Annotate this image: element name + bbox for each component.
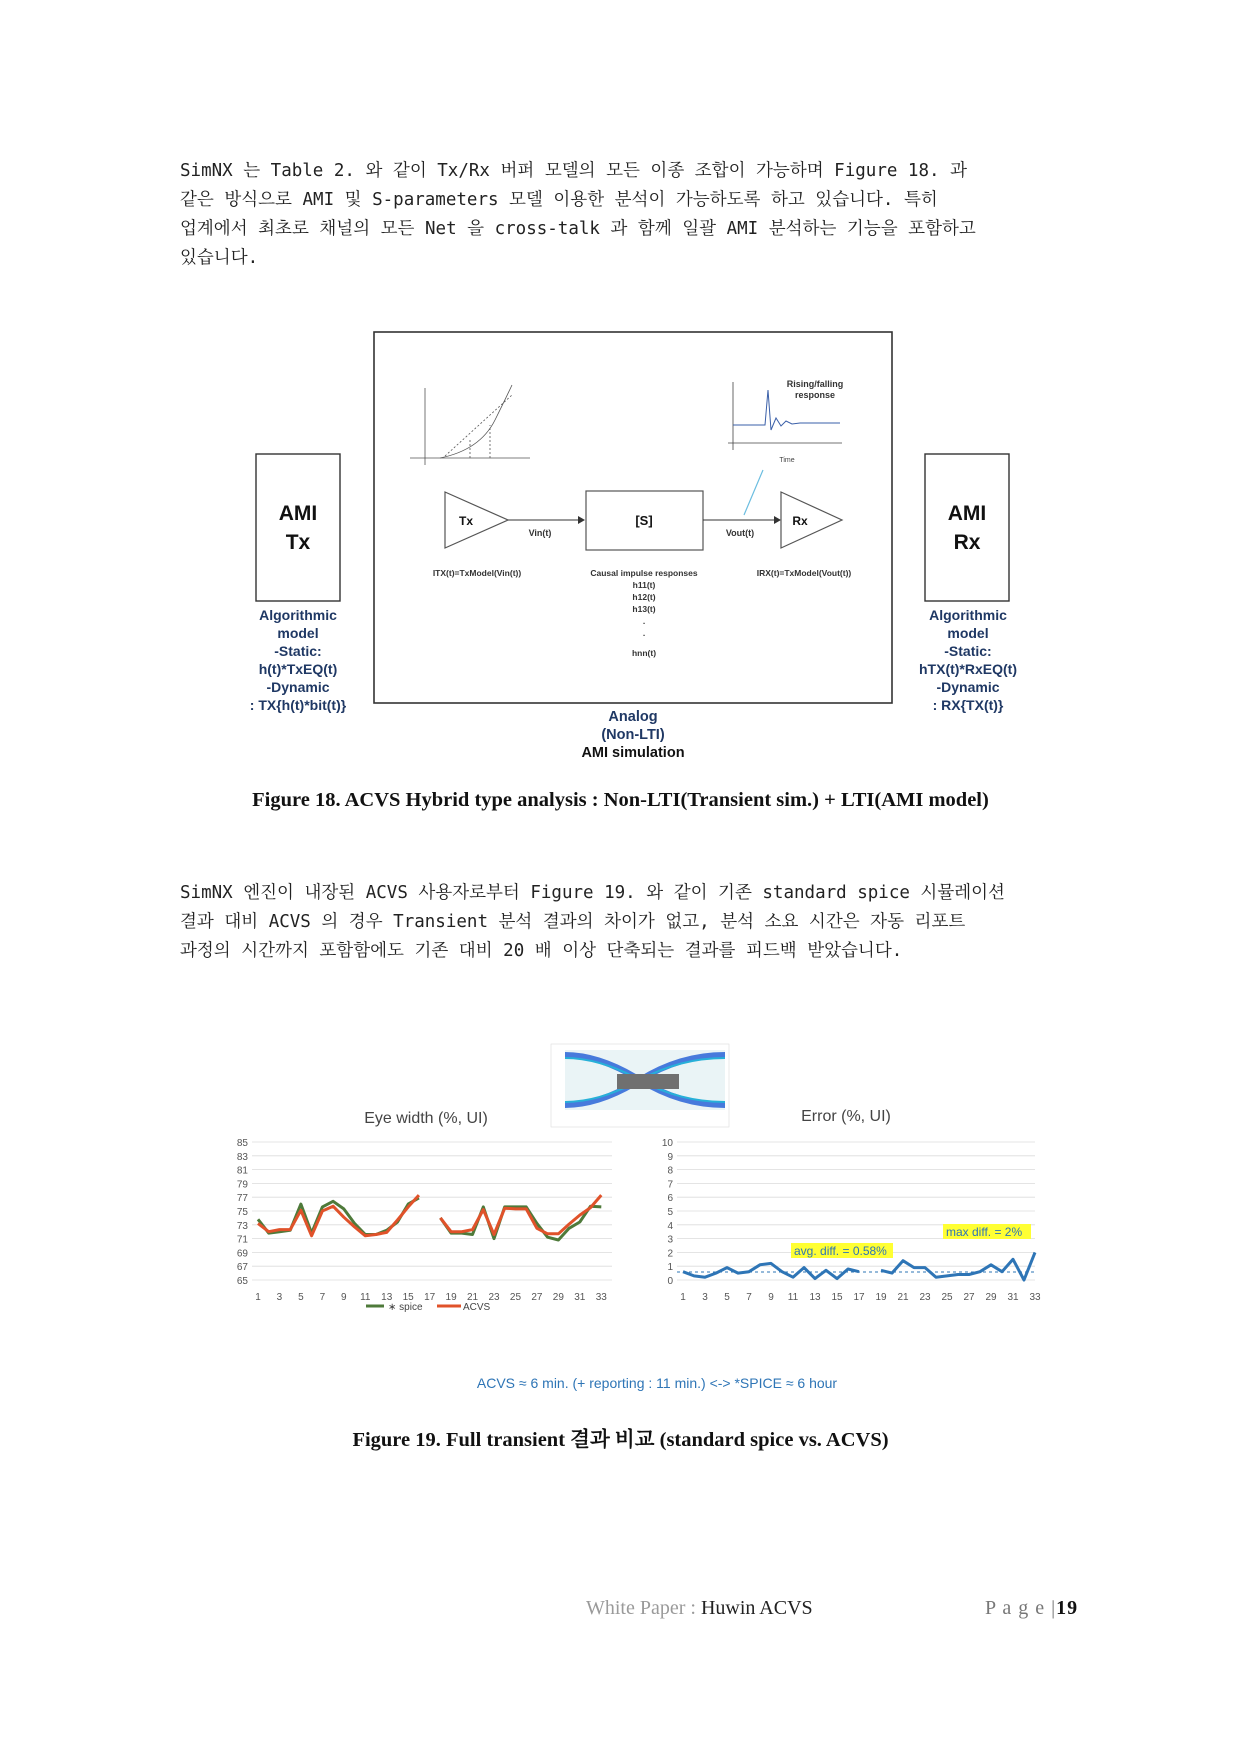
desc-line: model: [947, 625, 989, 641]
eye-diagram-thumbnail: [551, 1044, 729, 1127]
page-separator: |: [1051, 1597, 1057, 1619]
rx-buffer: [781, 492, 842, 548]
x-tick-label: 13: [809, 1292, 821, 1303]
desc-line: -Dynamic: [266, 679, 330, 695]
y-tick-label: 79: [236, 1179, 248, 1191]
footer-title: [586, 1597, 813, 1620]
eye-width-series: [258, 1195, 601, 1240]
x-tick-label: 31: [574, 1292, 586, 1303]
x-tick-label: 13: [381, 1292, 393, 1303]
y-tick-label: 65: [236, 1276, 248, 1287]
y-tick-label: 2: [667, 1248, 673, 1260]
x-tick-label: 9: [341, 1292, 347, 1303]
intro-paragraph: [180, 157, 1082, 273]
figure-18-caption: Figure 18. ACVS Hybrid type analysis : Non-LTI(Transient sim.) + LTI(AMI model): [252, 789, 989, 811]
x-tick-label: 33: [595, 1292, 607, 1303]
x-tick-label: 19: [445, 1292, 457, 1303]
x-tick-label: 1: [680, 1292, 686, 1303]
y-tick-label: 7: [667, 1179, 673, 1191]
impulse-title: Causal impulse responses: [590, 568, 698, 578]
y-tick-label: 4: [667, 1220, 673, 1232]
x-tick-label: 21: [466, 1292, 479, 1303]
ami-tx-block: [256, 454, 340, 601]
x-tick-label: 31: [1007, 1292, 1019, 1303]
figure-19-charts: [0, 1040, 1241, 1400]
non-lti-label: (Non-LTI): [601, 727, 665, 743]
ami-rx-block: [925, 454, 1009, 601]
paragraph-line: SimNX 는 Table 2. 와 같이 Tx/Rx 버퍼 모델의 모든 이종 조합이 가능하며 Figure 18. 과: [180, 161, 967, 181]
ami-rx-label: AMI: [947, 502, 987, 525]
results-paragraph: [180, 879, 1082, 966]
avg-diff-annotation: avg. diff. = 0.58%: [794, 1244, 887, 1258]
vout-label: Vout(t): [725, 528, 755, 538]
x-tick-label: 29: [985, 1292, 997, 1303]
desc-line: Algorithmic: [259, 607, 337, 623]
rising-falling-response-plot: [728, 379, 843, 464]
analog-label: Analog: [608, 709, 658, 725]
max-diff-annotation: max diff. = 2%: [946, 1225, 1023, 1239]
pointer-line: [744, 470, 763, 515]
x-tick-label: 3: [702, 1292, 708, 1303]
y-tick-label: 73: [236, 1220, 248, 1232]
y-tick-label: 71: [236, 1234, 248, 1246]
figure-18-diagram: [0, 300, 1241, 770]
y-tick-label: 3: [667, 1234, 673, 1246]
ami-simulation-label: AMI simulation: [581, 745, 685, 761]
x-tick-label: 19: [875, 1292, 887, 1303]
ami-tx-label: AMI: [278, 502, 318, 525]
eye-width-grid: [252, 1142, 612, 1280]
y-tick-label: 5: [667, 1207, 673, 1218]
legend-bullet: ∗: [388, 1302, 397, 1313]
time-axis-label: Time: [779, 457, 795, 464]
desc-line: : RX{TX(t)}: [932, 697, 1004, 713]
x-tick-label: 17: [853, 1292, 865, 1303]
paragraph-line: 과정의 시간까지 포함함에도 기존 대비 20 배 이상 단축되는 결과를 피드백 받았습니다.: [180, 941, 903, 961]
page-label: P a g e: [985, 1597, 1046, 1619]
impulse-responses: [590, 568, 698, 658]
rx-formula: IRX(t)=TxModel(Vout(t)): [756, 568, 852, 578]
ami-tx-label: Tx: [285, 531, 311, 554]
desc-line: h(t)*TxEQ(t): [258, 661, 338, 677]
rx-buffer-label: Rx: [792, 514, 808, 528]
desc-line: -Static:: [274, 643, 322, 659]
paragraph-line: 있습니다.: [180, 248, 259, 268]
x-tick-label: 27: [531, 1292, 543, 1303]
s-parameter-label: [S]: [635, 513, 653, 528]
runtime-footnote: ACVS ≈ 6 min. (+ reporting : 11 min.) <-> *SPICE ≈ 6 hour: [476, 1375, 838, 1391]
tx-formula: ITX(t)=TxModel(Vin(t)): [432, 568, 522, 578]
x-tick-label: 33: [1029, 1292, 1041, 1303]
impulse-item: h11(t): [632, 580, 656, 590]
legend-label-acvs: ACVS: [463, 1302, 491, 1313]
y-tick-label: 1: [667, 1262, 673, 1274]
arrow-head: [774, 516, 781, 524]
legend-label-text: spice: [399, 1302, 423, 1313]
paragraph-line: 업계에서 최초로 채널의 모든 Net 을 cross-talk 과 함께 일괄 AMI 분석하는 기능을 포함하고: [180, 219, 976, 239]
x-tick-label: 1: [255, 1292, 261, 1303]
desc-line: -Static:: [944, 643, 992, 659]
desc-line: hTX(t)*RxEQ(t): [919, 661, 1017, 677]
y-tick-label: 10: [661, 1138, 673, 1149]
desc-line: model: [277, 625, 319, 641]
legend-label-spice: [388, 1302, 423, 1313]
x-tick-label: 17: [424, 1292, 436, 1303]
x-tick-label: 23: [488, 1292, 500, 1303]
series-line-acvs: [258, 1195, 601, 1236]
arrow-head: [578, 516, 585, 524]
rx-algorithmic-description: [919, 607, 1017, 713]
page-number: 19: [1056, 1597, 1079, 1619]
y-tick-label: 0: [667, 1276, 673, 1287]
footer-label: White Paper :: [586, 1597, 701, 1619]
error-grid: [677, 1142, 1035, 1280]
y-tick-label: 8: [667, 1165, 673, 1177]
x-tick-label: 7: [746, 1292, 752, 1303]
x-tick-label: 25: [941, 1292, 953, 1303]
y-tick-label: 81: [236, 1165, 248, 1177]
x-tick-label: 11: [360, 1292, 371, 1303]
desc-line: : TX{h(t)*bit(t)}: [249, 697, 347, 713]
impulse-item: h13(t): [632, 604, 656, 614]
y-tick-label: 69: [236, 1248, 248, 1260]
x-tick-label: 25: [509, 1292, 522, 1303]
tx-buffer-label: Tx: [458, 514, 474, 528]
tx-algorithmic-description: [250, 607, 347, 713]
paragraph-line: 같은 방식으로 AMI 및 S-parameters 모델 이용한 분석이 가능하도록 하고 있습니다. 특히: [180, 190, 938, 210]
error-y-ticks: [662, 1138, 674, 1287]
error-x-ticks: [680, 1292, 1041, 1303]
impulse-item: h12(t): [632, 592, 656, 602]
footer-brand: Huwin ACVS: [700, 1597, 813, 1619]
paragraph-line: SimNX 엔진이 내장된 ACVS 사용자로부터 Figure 19. 와 같이 기존 standard spice 시뮬레이션: [180, 883, 1005, 903]
x-tick-label: 27: [963, 1292, 975, 1303]
y-tick-label: 83: [236, 1151, 248, 1163]
eye-width-chart-title: Eye width (%, UI): [364, 1110, 488, 1127]
vin-label: Vin(t): [528, 528, 552, 538]
y-tick-label: 9: [667, 1151, 673, 1163]
y-tick-label: 85: [236, 1138, 248, 1149]
eye-width-y-ticks: [237, 1138, 249, 1287]
impulse-item: .: [642, 616, 646, 626]
y-tick-label: 77: [236, 1193, 248, 1205]
y-tick-label: 75: [236, 1207, 248, 1218]
x-tick-label: 11: [787, 1292, 799, 1303]
x-tick-label: 15: [402, 1292, 414, 1303]
tx-buffer: [445, 492, 508, 548]
rising-title: Rising/falling: [786, 379, 844, 389]
newton-iteration-sketch: [410, 385, 530, 465]
rising-title: response: [794, 390, 836, 400]
x-tick-label: 9: [768, 1292, 774, 1303]
impulse-item: hnn(t): [631, 648, 657, 658]
x-tick-label: 5: [724, 1292, 730, 1303]
error-chart-title: Error (%, UI): [801, 1108, 891, 1125]
ami-rx-label: Rx: [953, 531, 981, 554]
x-tick-label: 23: [919, 1292, 931, 1303]
y-tick-label: 6: [667, 1193, 673, 1205]
analog-simulation-label: [581, 709, 684, 761]
eye-width-legend: [366, 1302, 491, 1313]
footer-page: [985, 1597, 1078, 1620]
figure-19-caption: Figure 19. Full transient 결과 비교 (standard spice vs. ACVS): [352, 1429, 889, 1451]
x-tick-label: 15: [831, 1292, 843, 1303]
desc-line: Algorithmic: [929, 607, 1007, 623]
x-tick-label: 5: [298, 1292, 304, 1303]
x-tick-label: 21: [897, 1292, 909, 1303]
x-tick-label: 29: [552, 1292, 564, 1303]
paragraph-line: 결과 대비 ACVS 의 경우 Transient 분석 결과의 차이가 없고, 분석 소요 시간은 자동 리포트: [180, 912, 966, 932]
y-tick-label: 67: [236, 1262, 248, 1274]
impulse-item: .: [642, 628, 646, 638]
desc-line: -Dynamic: [936, 679, 1000, 695]
x-tick-label: 3: [276, 1292, 283, 1303]
x-tick-label: 7: [319, 1292, 326, 1303]
eye-width-x-ticks: [255, 1292, 607, 1303]
